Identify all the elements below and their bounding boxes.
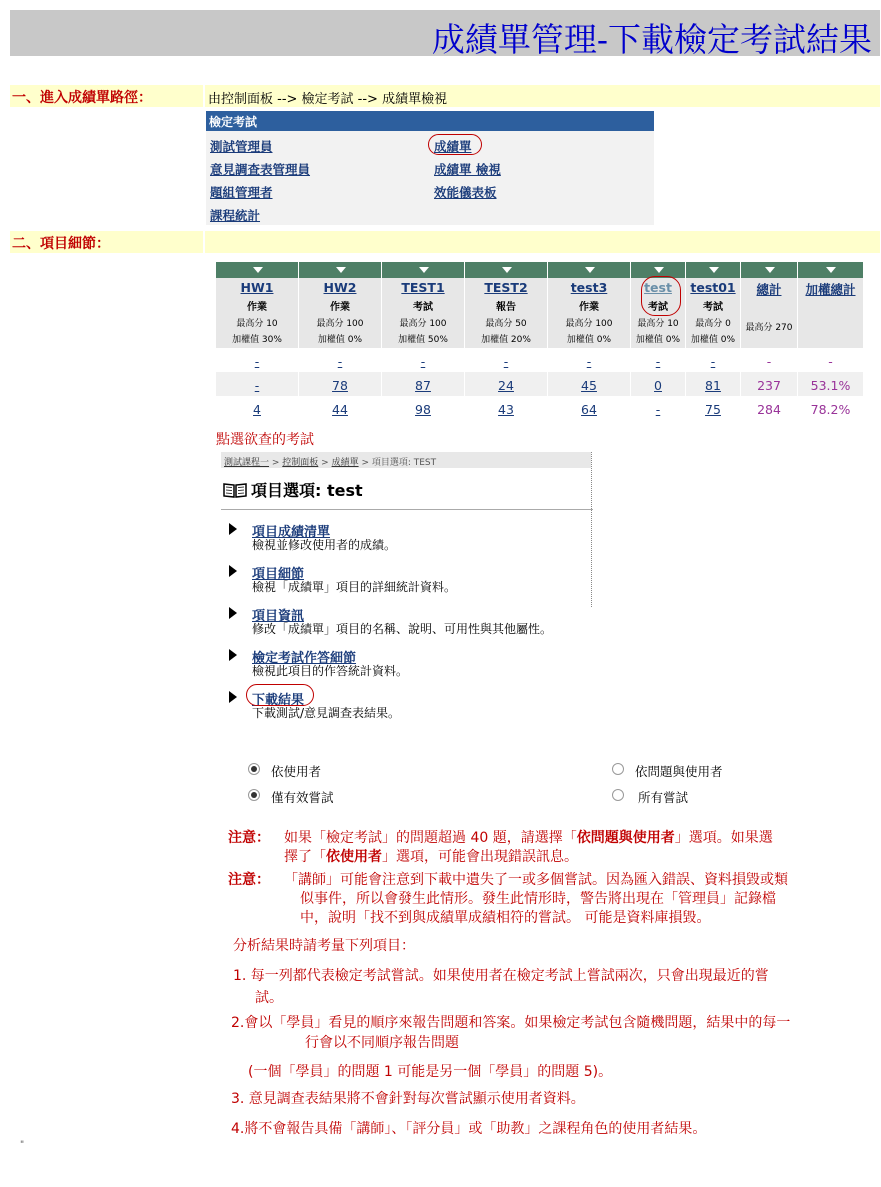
grade-cell[interactable]: - [503, 354, 509, 369]
link-grade-center-view[interactable]: 成績單 檢視 [434, 162, 501, 177]
item-options-title-text: 項目選項: test [251, 481, 363, 500]
column-type: 考試 [648, 302, 668, 313]
grade-cell[interactable]: 87 [415, 378, 431, 393]
assessment-panel [206, 111, 654, 225]
grade-cell[interactable]: - [655, 402, 661, 417]
breadcrumb-current: 項目選項: TEST [371, 458, 437, 468]
column-type: 考試 [413, 302, 433, 313]
note-label: 注意： [228, 872, 270, 888]
note-question-limit [228, 829, 868, 869]
column-name-link[interactable]: TEST1 [401, 280, 445, 295]
link-course-statistics[interactable]: 課程統計 [210, 208, 261, 223]
grade-cell[interactable]: - [254, 378, 260, 393]
grade-cell[interactable]: 0 [654, 378, 662, 393]
grade-column [216, 262, 299, 420]
grade-cell[interactable]: 24 [498, 378, 514, 393]
option-title[interactable]: 項目成績清單 [252, 525, 331, 540]
link-grade-center[interactable]: 成績單 [434, 139, 472, 154]
grade-column [382, 262, 465, 420]
grade-cell[interactable]: 78 [332, 378, 348, 393]
grade-cell[interactable]: - [420, 354, 426, 369]
analysis-point-1: 1. 每一列都代表檢定考試嘗試。如果使用者在檢定考試上嘗試兩次，只會出現最近的嘗 [233, 968, 769, 984]
triangle-bullet-icon [229, 523, 237, 535]
column-weight: 加權值 0% [566, 335, 612, 345]
grade-column [686, 262, 741, 420]
grade-column [741, 262, 798, 420]
section-path-label: 一、進入成績單路徑： [12, 90, 152, 106]
grade-cell: 284 [757, 402, 781, 417]
radio-by-question[interactable] [612, 763, 624, 775]
analysis-point-2: 2.會以「學員」看見的順序來報告問題和答案。如果檢定考試包含隨機問題，結果中的每一 [231, 1015, 791, 1031]
grade-cell[interactable]: 44 [332, 402, 348, 417]
column-max-score: 最高分 10 [236, 319, 278, 329]
note-text: 擇了「依使用者」選項，可能會出現錯誤訊息。 [284, 849, 578, 865]
grade-cell: 237 [757, 378, 781, 393]
column-type: 報告 [496, 302, 516, 313]
note-text: 如果「檢定考試」的問題超過 40 題，請選擇「依問題與使用者」選項。如果選 [284, 830, 773, 846]
column-type: 作業 [330, 302, 350, 313]
column-type: 作業 [247, 302, 267, 313]
grade-cell[interactable]: 43 [498, 402, 514, 417]
link-survey-manager[interactable]: 意見調查表管理員 [210, 162, 311, 177]
grade-cell[interactable]: 98 [415, 402, 431, 417]
grade-column [798, 262, 864, 420]
note-label: 注意： [228, 830, 270, 846]
divider [221, 509, 593, 510]
highlight-oval [428, 134, 482, 155]
page-title: 成績單管理-下載檢定考試結果 [431, 20, 872, 59]
analysis-point-2-example: (一個「學員」的問題 1 可能是另一個「學員」的問題 5)。 [248, 1064, 613, 1080]
column-weight: 加權值 20% [481, 335, 531, 345]
column-max-score: 最高分 270 [745, 323, 793, 333]
column-max-score: 最高分 50 [485, 319, 527, 329]
option-title[interactable]: 項目細節 [252, 567, 305, 582]
column-weight: 加權值 30% [232, 335, 282, 345]
column-max-score: 最高分 100 [316, 319, 364, 329]
grade-cell[interactable]: - [337, 354, 343, 369]
column-max-score: 最高分 0 [695, 319, 731, 329]
link-pool-manager[interactable]: 題組管理者 [210, 185, 273, 200]
panel-header: 檢定考試 [206, 111, 654, 131]
breadcrumb-item[interactable]: 控制面板 [282, 458, 319, 468]
column-max-score: 最高分 100 [565, 319, 613, 329]
column-name-link[interactable]: HW2 [323, 280, 357, 295]
section-details-row [10, 231, 880, 253]
column-name-link[interactable]: 總計 [756, 282, 782, 297]
grade-cell: 78.2% [810, 402, 851, 417]
column-weight: 加權值 0% [317, 335, 363, 345]
row-divider [203, 85, 205, 107]
item-options-screenshot [221, 452, 595, 727]
breadcrumb-item[interactable]: 成績單 [331, 458, 359, 468]
analysis-point-3: 3. 意見調查表結果將不會針對每次嘗試顯示使用者資料。 [231, 1091, 585, 1107]
grade-column [299, 262, 382, 420]
column-weight: 加權值 0% [635, 335, 681, 345]
grade-column [465, 262, 548, 420]
title-bar [10, 10, 880, 59]
book-icon [223, 482, 247, 498]
screenshot-edge [591, 452, 594, 607]
grade-table [216, 262, 864, 420]
click-exam-note: 點選欲查的考試 [216, 432, 314, 448]
grade-column [548, 262, 631, 420]
option-description: 檢視並修改使用者的成績。 [252, 538, 397, 552]
breadcrumb: 測試課程一 > 控制面板 > 成績單 > 項目選項: TEST [221, 452, 591, 468]
breadcrumb-item[interactable]: 測試課程一 [224, 458, 270, 468]
analysis-point-1-cont: 試。 [255, 990, 283, 1006]
analysis-heading: 分析結果時請考量下列項目： [233, 938, 415, 954]
option-description: 修改「成績單」項目的名稱、說明、可用性與其他屬性。 [252, 622, 553, 636]
column-name-link[interactable]: HW1 [240, 280, 274, 295]
option-title[interactable]: 檢定考試作答細節 [252, 651, 357, 666]
column-weight: 加權值 0% [690, 335, 736, 345]
column-type: 考試 [703, 302, 723, 313]
column-name-link[interactable]: test01 [690, 280, 736, 295]
column-weight: 加權值 50% [398, 335, 448, 345]
note-text: 似事件，所以會發生此情形。發生此情形時，警告將出現在「管理員」記錄檔 [300, 891, 776, 907]
radio-by-user-label: 依使用者 [271, 764, 322, 779]
row-divider [203, 231, 205, 253]
highlight-oval [246, 684, 314, 706]
radio-valid-only-label: 僅有效嘗試 [271, 790, 334, 805]
highlight-oval [641, 276, 681, 316]
column-max-score: 最高分 10 [637, 319, 679, 329]
grade-cell: - [766, 354, 772, 369]
option-title[interactable]: 下載結果 [252, 693, 305, 708]
grade-cell[interactable]: 81 [705, 378, 721, 393]
triangle-bullet-icon [229, 649, 237, 661]
column-type: 作業 [579, 302, 599, 313]
grade-cell[interactable]: 64 [581, 402, 597, 417]
stray-mark: " [20, 1140, 25, 1150]
grade-cell[interactable]: - [254, 354, 260, 369]
grade-cell[interactable]: - [710, 354, 716, 369]
option-description: 下載測試/意見調查表結果。 [252, 706, 401, 720]
grade-cell[interactable]: - [586, 354, 592, 369]
column-name-link[interactable]: test3 [570, 280, 608, 295]
section-path-row [10, 85, 880, 107]
triangle-bullet-icon [229, 565, 237, 577]
note-missing-attempts [228, 871, 868, 931]
column-name-link[interactable]: TEST2 [484, 280, 528, 295]
radio-by-user[interactable] [248, 763, 260, 775]
radio-valid-only[interactable] [248, 789, 260, 801]
triangle-bullet-icon [229, 691, 237, 703]
option-title[interactable]: 項目資訊 [252, 609, 305, 624]
analysis-point-4: 4.將不會報告具備「講師」、「評分員」或「助教」之課程角色的使用者結果。 [231, 1121, 707, 1137]
note-text: 中，說明「找不到與成績單成績相符的嘗試。 可能是資料庫損毀。 [300, 910, 711, 926]
column-name-link[interactable]: 加權總計 [805, 282, 856, 297]
radio-all-attempts-label: 所有嘗試 [638, 790, 689, 805]
grade-cell: - [828, 354, 833, 369]
grade-cell[interactable]: 45 [581, 378, 597, 393]
analysis-point-2-cont: 行會以不同順序報告問題 [305, 1035, 459, 1051]
note-text: 「講師」可能會注意到下載中遺失了一或多個嘗試。因為匯入錯誤、資料損毀或類 [284, 872, 788, 888]
grade-cell[interactable]: - [655, 354, 661, 369]
radio-all-attempts[interactable] [612, 789, 624, 801]
link-performance-dashboard[interactable]: 效能儀表板 [434, 185, 497, 200]
column-max-score: 最高分 100 [399, 319, 447, 329]
section-path-value: 由控制面板 --> 檢定考試 --> 成績單檢視 [208, 92, 448, 107]
item-options-title [223, 478, 363, 501]
grade-cell: 53.1% [810, 378, 851, 393]
option-description: 檢視此項目的作答統計資料。 [252, 664, 409, 678]
triangle-bullet-icon [229, 607, 237, 619]
column-name-link[interactable]: test [644, 280, 672, 295]
section-details-label: 二、項目細節： [12, 236, 110, 252]
grade-cell[interactable]: 4 [253, 402, 261, 417]
option-description: 檢視「成績單」項目的詳細統計資料。 [252, 580, 457, 594]
grade-cell[interactable]: 75 [705, 402, 721, 417]
radio-by-question-label: 依問題與使用者 [635, 764, 723, 779]
link-test-manager[interactable]: 測試管理員 [210, 139, 273, 154]
